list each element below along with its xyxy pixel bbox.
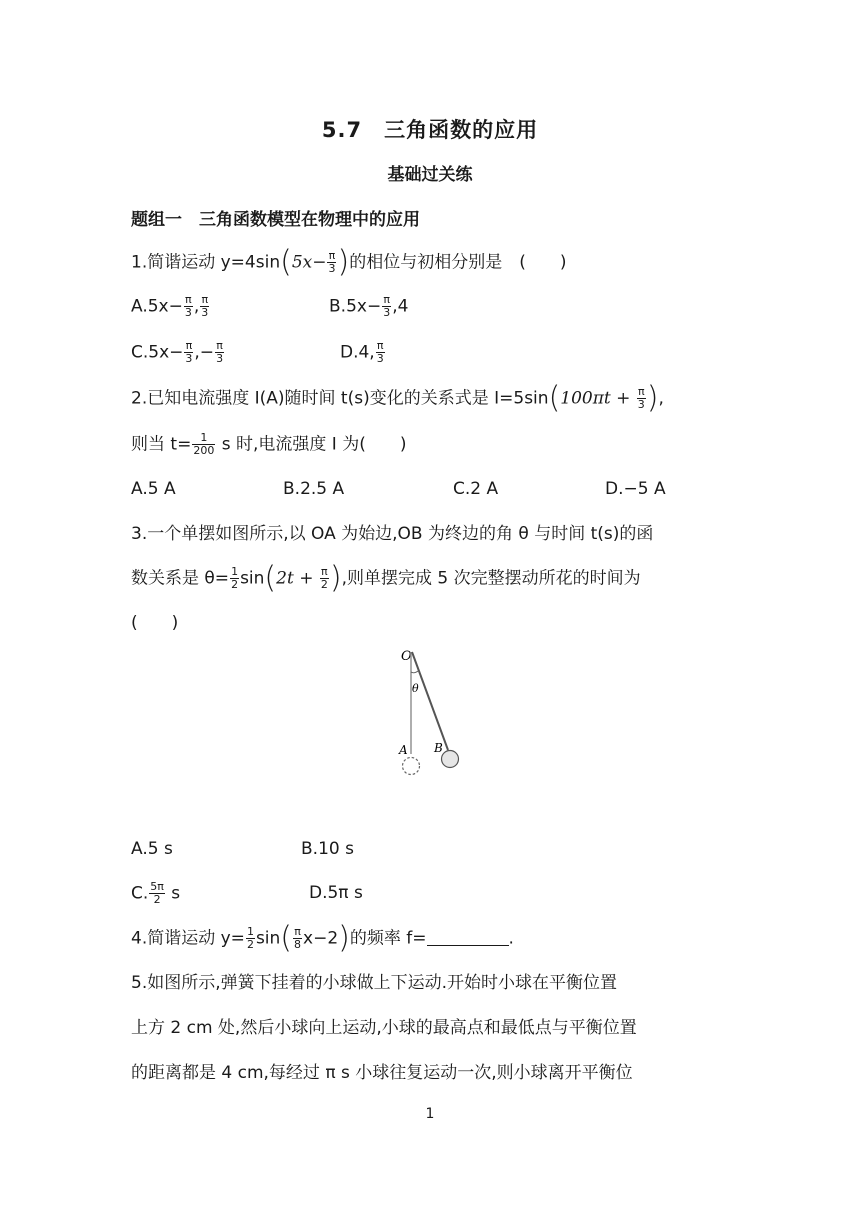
q3-line2-suffix: ,则单摆完成 5 次完整摆动所花的时间为 bbox=[341, 568, 641, 589]
question-4-stem bbox=[131, 920, 514, 956]
option-fraction bbox=[184, 340, 193, 365]
fraction-denominator: 3 bbox=[201, 306, 209, 319]
q3-option-a: A.5 s bbox=[131, 839, 173, 859]
question-1-stem bbox=[131, 244, 567, 280]
question-2-line-2 bbox=[131, 432, 406, 457]
option-separator: , bbox=[193, 296, 200, 317]
q2-time-fraction bbox=[192, 432, 215, 457]
fraction-numerator: π bbox=[185, 339, 193, 352]
q4-stem-prefix: 4.简谐运动 y= bbox=[131, 928, 245, 949]
q3-line2-prefix: 数关系是 θ= bbox=[131, 568, 230, 589]
fraction-denominator: 2 bbox=[153, 893, 161, 906]
fraction-denominator: 2 bbox=[246, 938, 254, 951]
question-3-line-2 bbox=[131, 560, 641, 596]
right-paren: ) bbox=[646, 380, 659, 416]
option-label: B.5x− bbox=[329, 296, 382, 317]
right-paren: ) bbox=[337, 244, 350, 280]
fraction-numerator: π bbox=[201, 293, 209, 306]
option-label: D.4, bbox=[340, 342, 375, 363]
fraction-numerator: π bbox=[216, 339, 223, 352]
fraction-denominator: 3 bbox=[185, 352, 193, 365]
question-5-line-1: 5.如图所示,弹簧下挂着的小球做上下运动.开始时小球在平衡位置 bbox=[131, 973, 618, 993]
fraction-denominator: 3 bbox=[376, 352, 384, 365]
fraction-denominator: 2 bbox=[231, 578, 239, 591]
q4-end: . bbox=[508, 928, 514, 949]
option-separator: ,− bbox=[194, 342, 215, 363]
q2-fraction bbox=[637, 386, 646, 411]
q3-option-b: B.10 s bbox=[301, 839, 354, 859]
fraction-denominator: 3 bbox=[216, 352, 224, 365]
option-label: A.5x− bbox=[131, 296, 183, 317]
left-paren: ( bbox=[280, 244, 292, 280]
q2-stem-suffix: , bbox=[658, 388, 664, 409]
fraction-numerator: 1 bbox=[246, 925, 254, 938]
question-3-line-1: 3.一个单摆如图所示,以 OA 为始边,OB 为终边的角 θ 与时间 t(s)的函 bbox=[131, 524, 654, 544]
page-number: 1 bbox=[425, 1106, 435, 1122]
fraction-denominator: 200 bbox=[193, 444, 215, 457]
angle-arc bbox=[411, 671, 418, 673]
pendulum-figure bbox=[390, 642, 470, 782]
question-2-stem bbox=[131, 380, 664, 416]
fraction-denominator: 3 bbox=[184, 306, 192, 319]
label-b: B bbox=[434, 741, 443, 755]
fraction-numerator: π bbox=[185, 293, 192, 306]
right-paren: ) bbox=[329, 560, 342, 596]
page-title: 5.7 三角函数的应用 bbox=[321, 118, 539, 142]
fraction-numerator: π bbox=[294, 925, 301, 938]
q2-option-b: B.2.5 A bbox=[283, 479, 345, 499]
q2-line2-prefix: 则当 t= bbox=[131, 434, 192, 455]
fraction-numerator: π bbox=[383, 293, 390, 306]
q1-fraction bbox=[327, 250, 336, 275]
fraction-numerator: 1 bbox=[192, 432, 215, 445]
option-fraction bbox=[149, 881, 165, 906]
option-fraction bbox=[382, 294, 391, 319]
fraction-numerator: π bbox=[328, 249, 336, 262]
label-theta: θ bbox=[412, 682, 419, 695]
fraction-numerator: π bbox=[376, 339, 384, 352]
option-fraction bbox=[200, 294, 209, 319]
bob-position-b bbox=[442, 751, 459, 768]
option-fraction bbox=[215, 340, 224, 365]
question-5-line-2: 上方 2 cm 处,然后小球向上运动,小球的最高点和最低点与平衡位置 bbox=[131, 1018, 637, 1038]
q3-fraction bbox=[320, 566, 329, 591]
q2-option-c: C.2 A bbox=[453, 479, 499, 499]
q4-stem-suffix: 的频率 f= bbox=[349, 928, 427, 949]
left-paren: ( bbox=[264, 560, 277, 596]
option-label: C. bbox=[131, 883, 149, 904]
sin-function: sin bbox=[255, 928, 281, 949]
question-5-line-3: 的距离都是 4 cm,每经过 π s 小球往复运动一次,则小球离开平衡位 bbox=[131, 1063, 633, 1083]
fraction-numerator: π bbox=[321, 565, 328, 578]
q1-stem-suffix: 的相位与初相分别是 ( ) bbox=[349, 252, 567, 273]
sin-function: sin bbox=[240, 568, 265, 589]
label-a: A bbox=[399, 743, 408, 757]
option-fraction bbox=[184, 294, 193, 319]
fraction-denominator: 2 bbox=[320, 578, 328, 591]
answer-blank[interactable] bbox=[427, 927, 509, 946]
fraction-denominator: 3 bbox=[383, 306, 391, 319]
left-paren: ( bbox=[548, 380, 561, 416]
q3-coef-fraction bbox=[230, 566, 239, 591]
fraction-numerator: 1 bbox=[231, 565, 239, 578]
fraction-numerator: π bbox=[637, 385, 645, 398]
option-fraction bbox=[376, 340, 385, 365]
q1-option-d bbox=[340, 340, 386, 365]
q2-stem-prefix: 2.已知电流强度 I(A)随时间 t(s)变化的关系式是 I=5sin bbox=[131, 388, 549, 409]
q1-stem-prefix: 1.简谐运动 y=4sin bbox=[131, 252, 281, 273]
fraction-numerator: 5π bbox=[150, 880, 164, 893]
option-tail: s bbox=[165, 883, 181, 904]
label-o: O bbox=[401, 649, 412, 664]
q2-option-d: D.−5 A bbox=[605, 479, 666, 499]
fraction-denominator: 3 bbox=[328, 262, 336, 275]
rod-ob bbox=[412, 652, 448, 750]
question-3-line-3: ( ) bbox=[131, 613, 179, 633]
q3-option-d: D.5π s bbox=[309, 883, 363, 903]
q2-line2-suffix: s 时,电流强度 I 为( ) bbox=[216, 434, 407, 455]
q1-option-b bbox=[329, 294, 408, 319]
q1-expression: 5x− bbox=[291, 252, 327, 273]
q4-coef-fraction bbox=[246, 926, 255, 951]
fraction-denominator: 8 bbox=[294, 938, 302, 951]
q3-expression: 2t + bbox=[276, 568, 319, 589]
bob-position-a bbox=[403, 758, 420, 775]
q2-option-a: A.5 A bbox=[131, 479, 176, 499]
q2-expression: 100πt + bbox=[560, 388, 636, 409]
q4-expression: x−2 bbox=[303, 928, 339, 949]
right-paren: ) bbox=[338, 920, 350, 956]
fraction-denominator: 3 bbox=[637, 398, 645, 411]
section-subtitle: 基础过关练 bbox=[387, 165, 473, 185]
option-label: C.5x− bbox=[131, 342, 184, 363]
q4-fraction bbox=[293, 926, 302, 951]
q1-option-c bbox=[131, 340, 225, 365]
option-tail: ,4 bbox=[392, 296, 409, 317]
left-paren: ( bbox=[280, 920, 293, 956]
group-title: 题组一 三角函数模型在物理中的应用 bbox=[131, 210, 420, 230]
q1-option-a bbox=[131, 294, 210, 319]
q3-option-c bbox=[131, 881, 180, 906]
